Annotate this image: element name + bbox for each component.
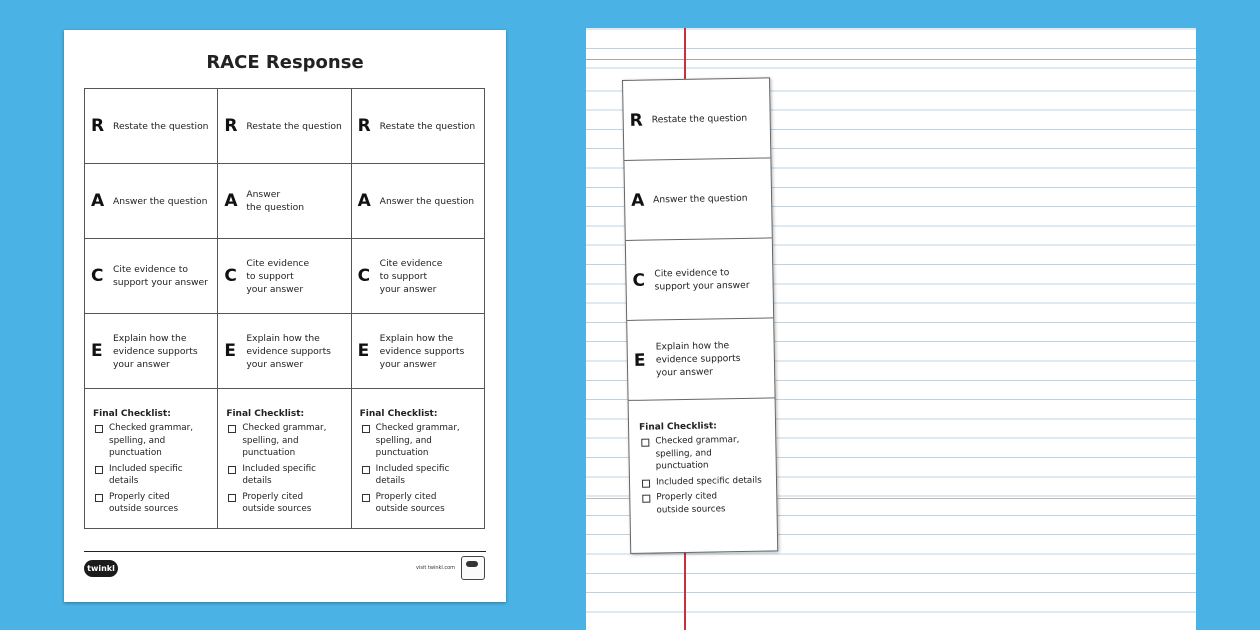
checklist-item: Checked grammar, spelling, and punctuation [93, 422, 213, 460]
grid-cell-e-1 [85, 314, 218, 389]
step-letter: E [357, 341, 370, 361]
step-text: Restate the question [113, 120, 209, 132]
checklist-item: Included specific details [360, 463, 480, 488]
checkbox-icon [362, 425, 370, 433]
checkbox-icon [228, 466, 236, 474]
step-text: Restate the question [379, 120, 476, 132]
grid-cell-r-3 [352, 89, 485, 164]
step-letter: R [357, 116, 371, 136]
step-letter: A [224, 191, 238, 211]
grid-cell-r-1 [85, 89, 218, 164]
checklist-item: Properly cited outside sources [640, 489, 770, 516]
checklist-cell-2 [218, 389, 351, 529]
quality-seal-icon [461, 556, 485, 580]
step-text: Cite evidence to support your answer [654, 266, 750, 292]
checkbox-icon [228, 425, 236, 433]
checkbox-icon [642, 479, 650, 487]
grid-cell-c-3 [352, 239, 485, 314]
checkbox-icon [362, 466, 370, 474]
grid-cell-e-2 [218, 314, 351, 389]
grid-cell-a-1 [85, 164, 218, 239]
step-text: Answer the question [246, 189, 305, 213]
step-letter: R [224, 116, 238, 136]
bookmark-cell-e [627, 318, 774, 401]
top-rule-line [586, 59, 1196, 60]
checklist-cell-1 [85, 389, 218, 529]
grid-cell-e-3 [352, 314, 485, 389]
checkbox-icon [362, 494, 370, 502]
checkbox-icon [95, 466, 103, 474]
footer-divider [84, 551, 486, 552]
step-text: Cite evidence to support your answer [113, 264, 208, 288]
checkbox-icon [95, 494, 103, 502]
checklist-item: Checked grammar, spelling, and punctuation [226, 422, 346, 460]
checklist-title: Final Checklist: [226, 409, 305, 419]
step-letter: E [224, 341, 236, 361]
step-letter: E [633, 350, 646, 371]
step-letter: R [629, 110, 643, 131]
step-letter: R [91, 116, 105, 136]
checklist-item: Included specific details [93, 463, 213, 488]
grid-cell-a-3 [352, 164, 485, 239]
checklist-cell-3 [352, 389, 485, 529]
bookmark-checklist [629, 398, 778, 553]
step-letter: C [357, 266, 371, 286]
step-text: Cite evidence to support your answer [246, 257, 310, 295]
step-letter: C [91, 266, 104, 286]
checklist-title: Final Checklist: [638, 421, 717, 433]
checklist-title: Final Checklist: [359, 409, 438, 419]
step-letter: A [357, 191, 371, 211]
step-text: Answer the question [113, 195, 208, 207]
step-letter: A [91, 191, 105, 211]
grid-cell-c-1 [85, 239, 218, 314]
checklist-item: Checked grammar, spelling, and punctuation [360, 422, 480, 460]
race-bookmark [622, 77, 778, 554]
checklist-item: Properly cited outside sources [360, 491, 480, 516]
step-text: Cite evidence to support your answer [379, 257, 443, 295]
step-text: Answer the question [379, 195, 475, 207]
checkbox-icon [228, 494, 236, 502]
bookmark-cell-r [623, 78, 770, 161]
bookmark-cell-c [626, 238, 773, 321]
race-grid [84, 88, 485, 529]
checklist-item: Properly cited outside sources [226, 491, 346, 516]
step-letter: C [224, 266, 237, 286]
step-letter: A [630, 190, 645, 211]
checklist-item: Properly cited outside sources [93, 491, 213, 516]
checkbox-icon [95, 425, 103, 433]
race-worksheet [64, 30, 506, 602]
checklist-item: Checked grammar, spelling, and punctuation [639, 433, 770, 473]
step-letter: C [632, 270, 646, 291]
checklist-item: Included specific details [226, 463, 346, 488]
step-letter: E [91, 341, 103, 361]
checkbox-icon [641, 439, 649, 447]
grid-cell-r-2 [218, 89, 351, 164]
twinkl-logo: twinkl [84, 560, 118, 577]
step-text: Restate the question [246, 120, 342, 132]
checkbox-icon [642, 495, 650, 503]
worksheet-title: RACE Response [206, 52, 364, 73]
visit-link-text: visit twinkl.com [416, 565, 456, 571]
checklist-title: Final Checklist: [93, 409, 171, 419]
step-text: Explain how the evidence supports your answer [246, 332, 331, 370]
step-text: Explain how the evidence supports your answer [379, 332, 465, 370]
grid-cell-c-2 [218, 239, 351, 314]
step-text: Answer the question [653, 192, 748, 206]
grid-cell-a-2 [218, 164, 351, 239]
bookmark-cell-a [624, 158, 771, 241]
step-text: Explain how the evidence supports your answer [655, 340, 741, 379]
step-text: Explain how the evidence supports your answer [113, 332, 198, 370]
checklist-item: Included specific details [640, 474, 770, 489]
step-text: Restate the question [651, 112, 748, 126]
